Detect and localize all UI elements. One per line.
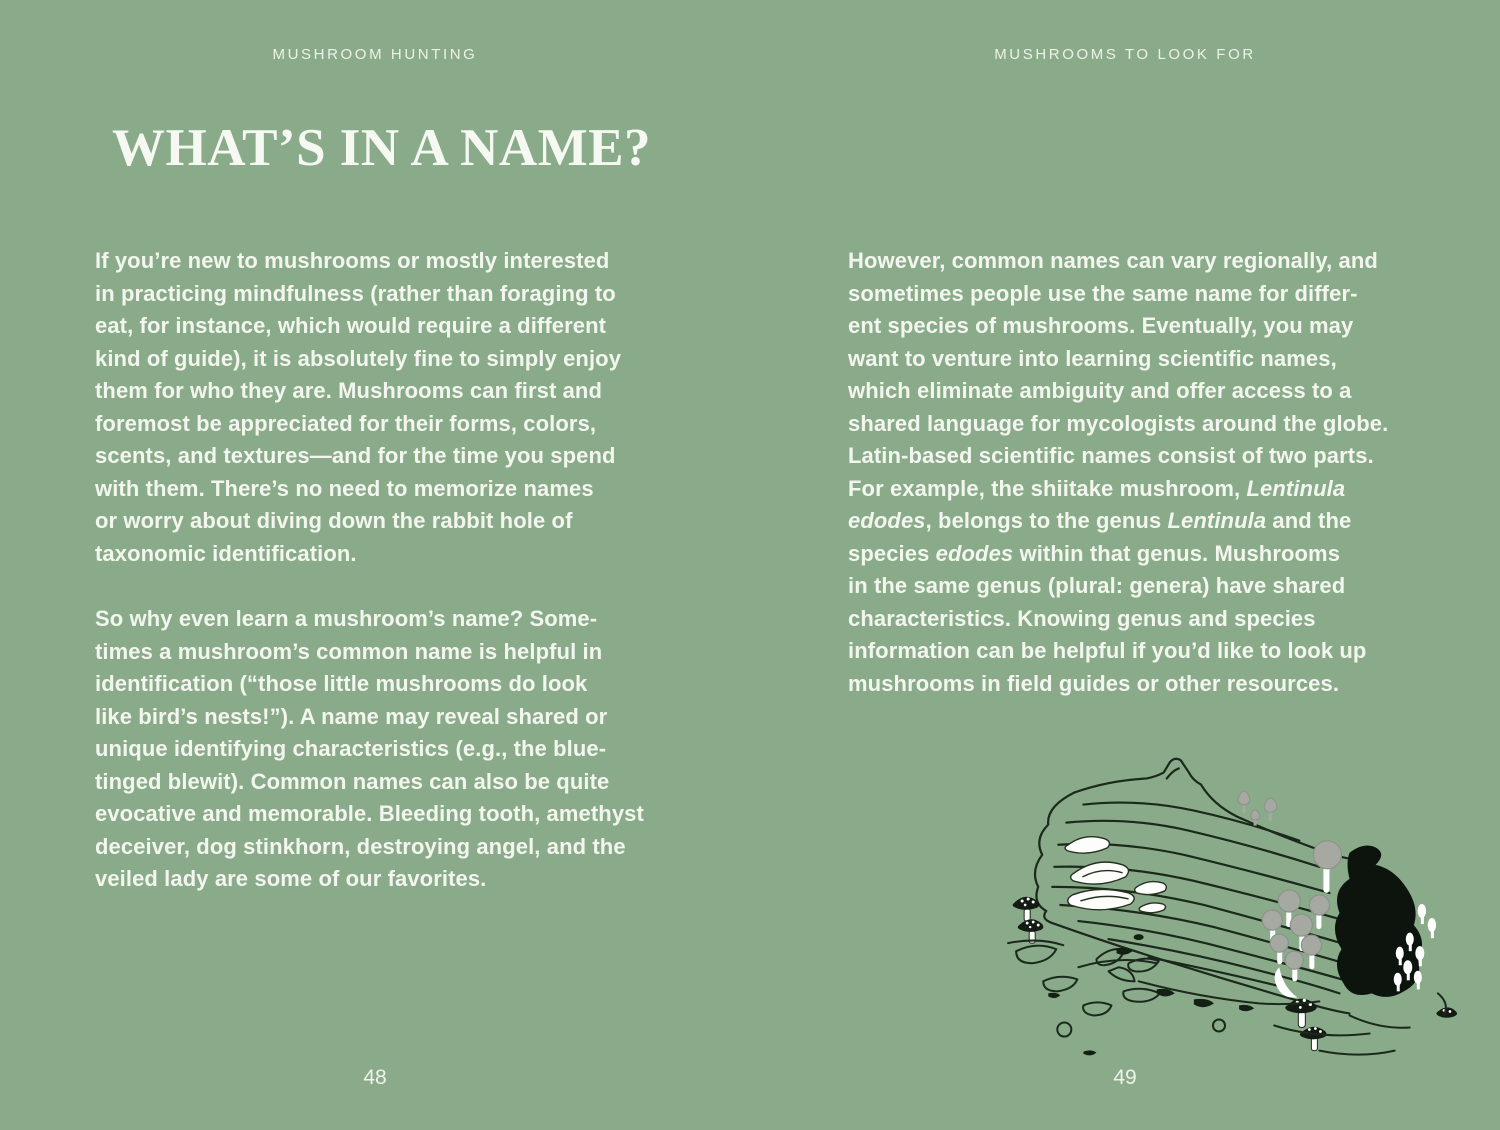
log-outline	[1035, 759, 1352, 1014]
right-running-header: MUSHROOMS TO LOOK FOR	[994, 46, 1256, 63]
left-body-paragraph-1: If you’re new to mushrooms or mostly interested in practicing mindfulness (rather than foraging to eat, for instance, which would require a different kind of guide), it is absolutely fine to simply enjoy them for who they are. Mushrooms can first and foremost be appreciated for their forms, colors, scents, and textures—and for the time you spend with them. There’s no need to memorize names or worry about diving down the rabbit hole of taxonomic identification.	[95, 248, 622, 566]
left-page-number: 48	[363, 1066, 387, 1089]
dotted-mushrooms-left	[1013, 897, 1044, 943]
chapter-title: WHAT’S IN A NAME?	[112, 119, 652, 177]
left-body-paragraph-2: So why even learn a mushroom’s name? Some- times a mushroom’s common name is helpful in identification (“those little mushrooms do look like bird’s nests!”). A name may reveal shared or unique identifying characteristics (e.g., the blue- tinged blewit). Common names can also be quite evocative and memorable. Bleeding tooth, amethyst deceiver, dog stinkhorn, destroying angel, and the veiled lady are some of our favorites.	[95, 606, 644, 891]
right-body-paragraph-1: However, common names can vary regionally, and sometimes people use the same name for differ- ent species of mushrooms. Eventually, you may want to venture into learning scientific names, which eliminate ambiguity and offer access to a shared language for mycologists around the globe. Latin-based scientific names consist of two parts. For example, the shiitake mushroom, Lentinula edodes, belongs to the genus Lentinula and the species edodes within that genus. Mushrooms in the same genus (plural: genera) have shared characteristics. Knowing genus and species information can be helpful if you’d like to look up mushrooms in field guides or other resources.	[848, 248, 1389, 696]
right-page-number: 49	[1113, 1066, 1137, 1089]
log-with-mushrooms-illustration	[988, 752, 1460, 1064]
ground-dark-patches	[1048, 934, 1254, 1055]
dotted-mushrooms-bottom	[1285, 999, 1457, 1051]
left-running-header: MUSHROOM HUNTING	[272, 46, 478, 63]
